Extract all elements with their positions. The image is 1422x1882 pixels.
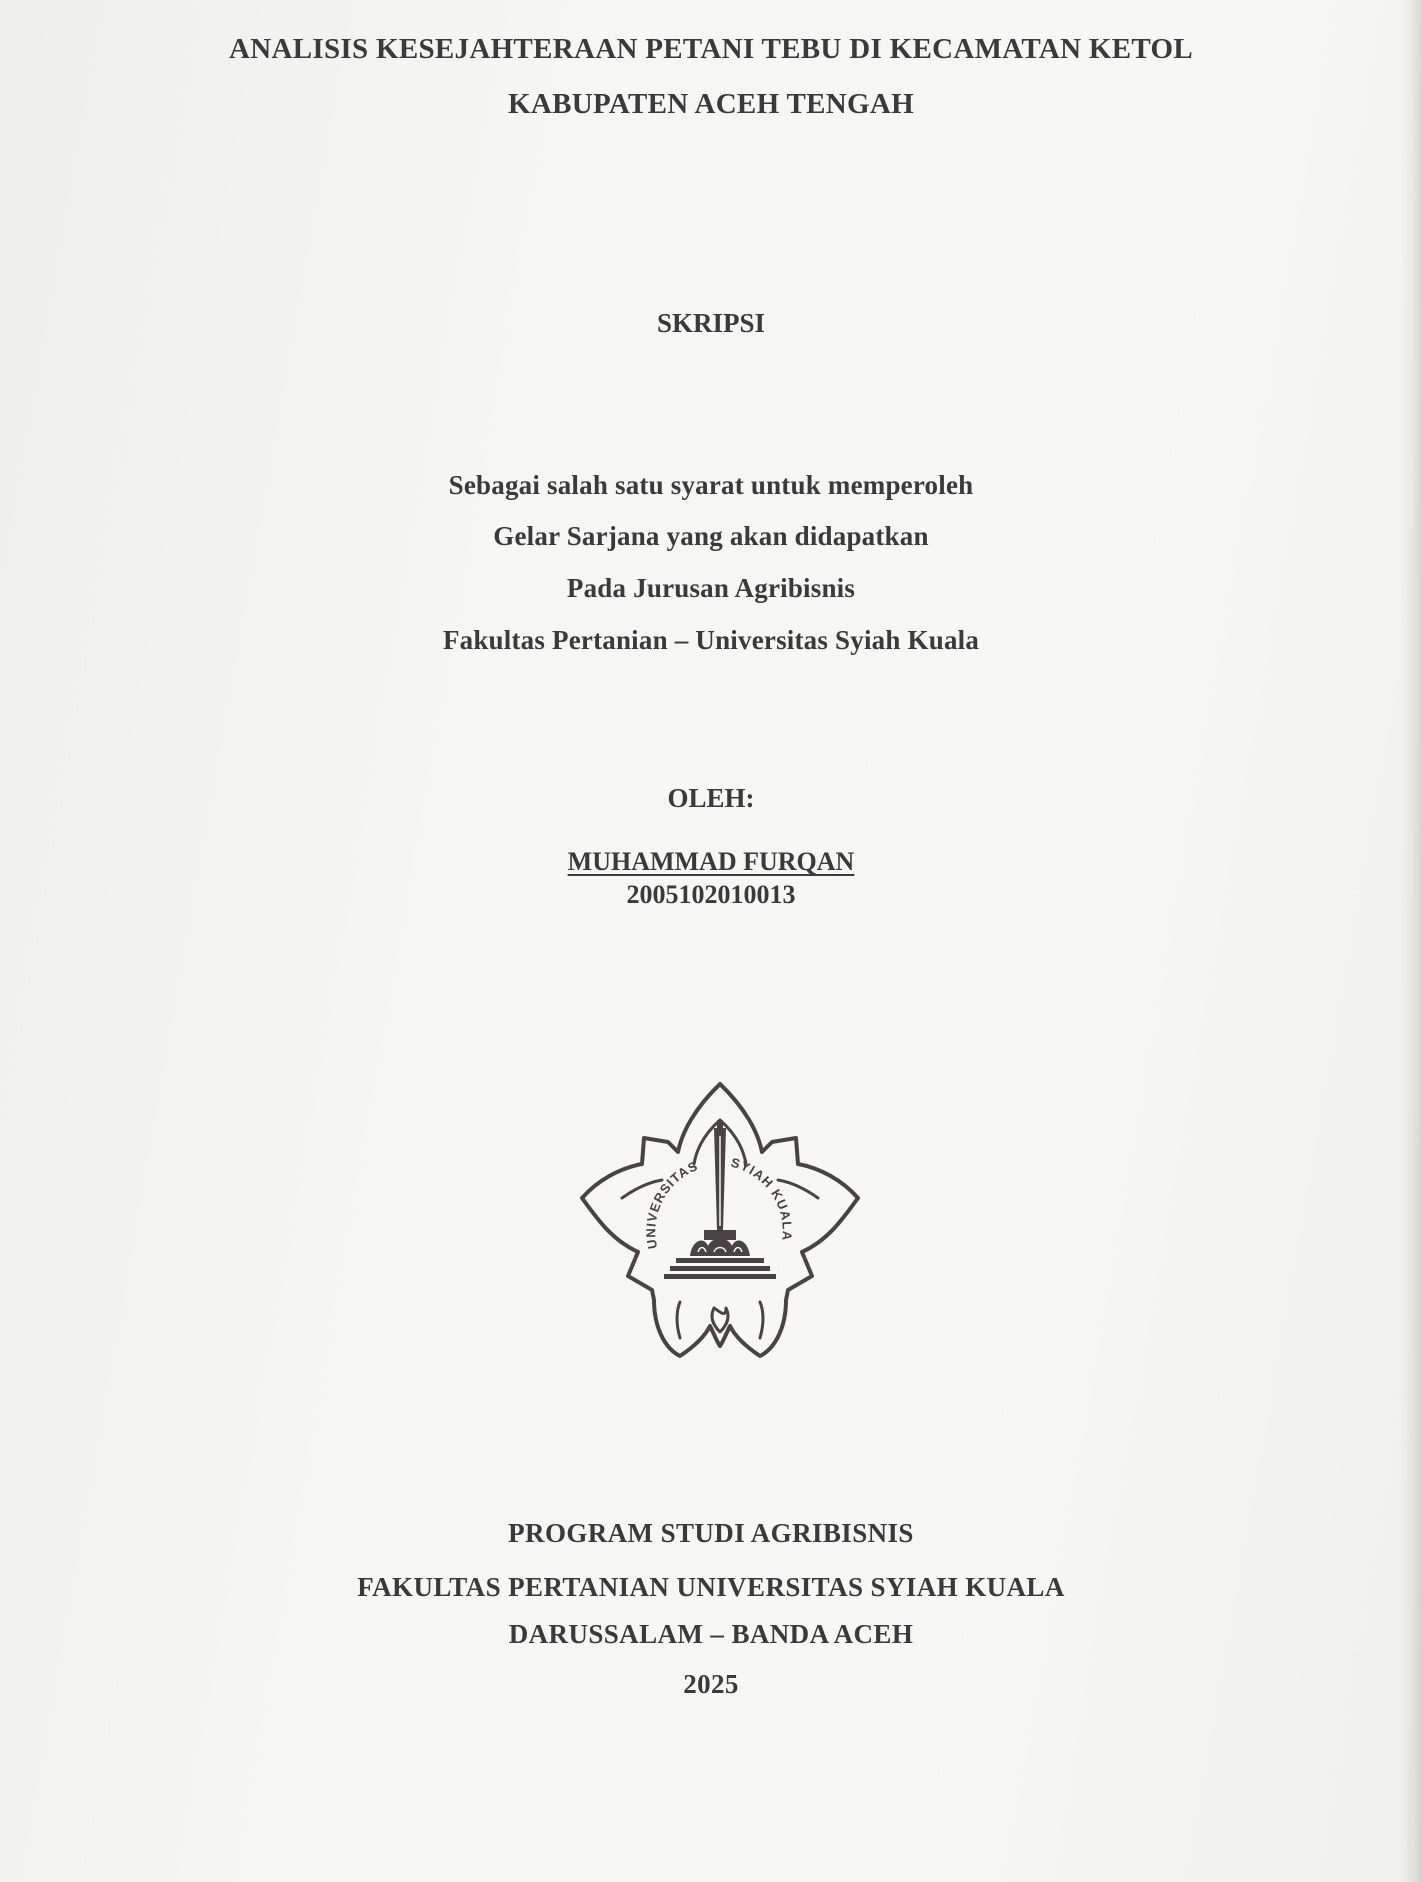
purpose-line-2: Gelar Sarjana yang akan didapatkan bbox=[493, 521, 929, 551]
footer-year: 2025 bbox=[683, 1669, 739, 1699]
purpose-line-4: Fakultas Pertanian – Universitas Syiah Kuala bbox=[442, 625, 980, 655]
seal-text-left bbox=[643, 1158, 700, 1250]
seal-text-left-path: UNIVERSITAS bbox=[643, 1158, 701, 1251]
purpose-line-1: Sebagai salah satu syarat untuk memperoleh bbox=[448, 470, 974, 500]
document-type: SKRIPSI bbox=[656, 308, 766, 338]
student-id: 2005102010013 bbox=[626, 880, 796, 909]
title-line-2: KABUPATEN ACEH TENGAH bbox=[508, 88, 914, 120]
author-name-line bbox=[0, 847, 1422, 877]
university-seal-icon bbox=[580, 1080, 860, 1360]
author-name: MUHAMMAD FURQAN bbox=[567, 847, 855, 876]
seal-text-right-path: SYIAH KUALA bbox=[729, 1154, 795, 1242]
footer-program: PROGRAM STUDI AGRIBISNIS bbox=[508, 1518, 914, 1548]
seal-text-right bbox=[729, 1155, 795, 1242]
footer-faculty: FAKULTAS PERTANIAN UNIVERSITAS SYIAH KUALA bbox=[357, 1572, 1065, 1602]
footer-location: DARUSSALAM – BANDA ACEH bbox=[508, 1619, 914, 1649]
purpose-line-3: Pada Jurusan Agribisnis bbox=[566, 573, 856, 603]
by-label: OLEH: bbox=[667, 783, 755, 813]
title-line-1: ANALISIS KESEJAHTERAAN PETANI TEBU DI KECAMATAN KETOL bbox=[229, 33, 1193, 65]
